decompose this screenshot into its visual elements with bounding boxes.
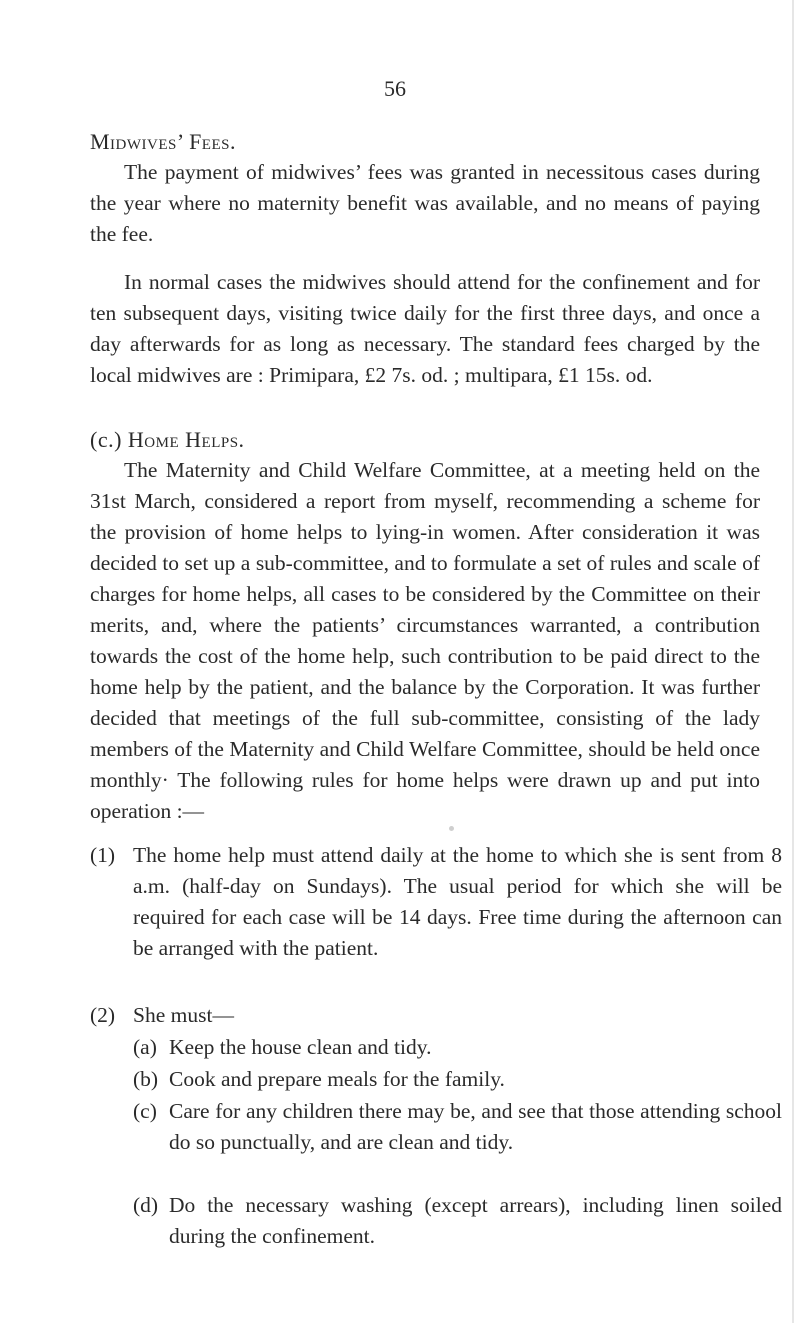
- midwives-paragraph-2: In normal cases the midwives should attend for the confinement and for ten subsequent days, visiting twice daily for the first three days, and once a day afterwards for as long as necessary. The standard fees charged by the local midwives are : Primipara, £2 7s. od. ; multipara, £1 15s. od.: [90, 270, 760, 387]
- home-helps-heading: [90, 424, 760, 455]
- rule-number: (2): [90, 1003, 116, 1027]
- home-helps-section: [90, 424, 760, 827]
- sub-rule-text: Cook and prepare meals for the family.: [169, 1067, 505, 1091]
- rule-text: The home help must attend daily at the home to which she is sent from 8 a.m. (half-day on Sundays). The usual period for which she will be required for each case will be 14 days. Free time during the afternoon can be arranged with the patient.: [133, 843, 782, 960]
- page-number: 56: [384, 76, 406, 101]
- home-helps-paragraph: The Maternity and Child Welfare Committee, at a meeting held on the 31st March, considered a report from myself, recommending a scheme for the provision of home helps to lying-in women. After consideration it was decided to set up a sub-committee, and to formulate a set of rules and scale of charges for home helps, all cases to be considered by the Committee on their merits, and, where the patients’ circumstances warranted, a contribution towards the cost of the home help, such contribution to be paid direct to the home help by the patient, and the balance by the Corporation. It was further decided that meetings of the full sub-committee, consisting of the lady members of the Maternity and Child Welfare Committee, should be held once monthly· The following rules for home helps were drawn up and put into operation :—: [90, 458, 760, 823]
- sub-rule-letter: (b): [133, 1067, 159, 1091]
- rule-number: (1): [90, 843, 116, 867]
- home-helps-heading-prefix: (c.): [90, 427, 122, 452]
- stray-mark: [449, 826, 454, 831]
- midwives-paragraph-1: The payment of midwives’ fees was granted in necessitous cases during the year where no maternity benefit was available, and no means of paying the fee.: [90, 160, 760, 246]
- rule-text: She must—: [133, 1003, 234, 1027]
- midwives-heading: Midwives’ Fees.: [90, 129, 236, 154]
- home-helps-heading-title: Home Helps.: [127, 427, 245, 452]
- sub-rule-text: Do the necessary washing (except arrears), including linen soiled during the confinement.: [169, 1193, 782, 1248]
- sub-rule-letter: (c): [133, 1099, 157, 1123]
- sub-rule-letter: (a): [133, 1035, 157, 1059]
- sub-rule-text: Care for any children there may be, and see that those attending school do so punctually, and are clean and tidy.: [169, 1099, 782, 1154]
- page-edge-line: [792, 0, 794, 1323]
- midwives-section: [90, 126, 760, 391]
- sub-rule-letter: (d): [133, 1193, 159, 1217]
- sub-rule-text: Keep the house clean and tidy.: [169, 1035, 432, 1059]
